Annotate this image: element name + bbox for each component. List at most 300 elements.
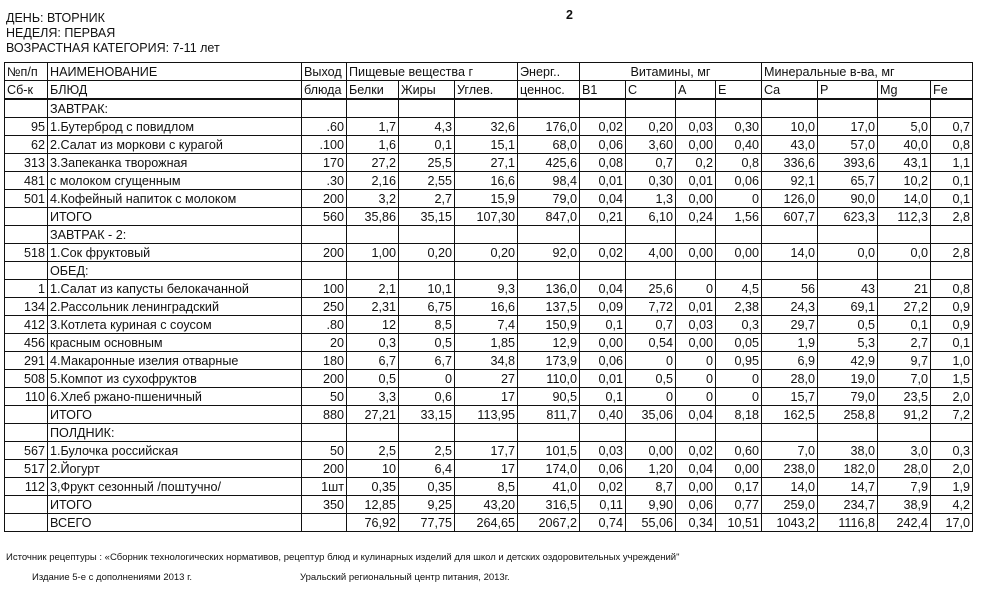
value-cell-ve: 0,05 [716,334,762,352]
value-cell-ca: 607,7 [762,208,818,226]
value-cell-e: 136,0 [518,280,580,298]
value-cell-p: 0,0 [818,244,878,262]
value-cell-fe: 2,8 [931,244,973,262]
value-cell-f: 33,15 [399,406,455,424]
value-cell-b: 6,7 [347,352,399,370]
value-cell-ca: 56 [762,280,818,298]
value-cell-ca: 15,7 [762,388,818,406]
empty-cell [518,226,580,244]
value-cell-b: 1,7 [347,118,399,136]
value-cell-b1: 0,1 [580,388,626,406]
value-cell-c: 43,20 [455,496,518,514]
value-cell-vc: 8,7 [626,478,676,496]
output-cell: 170 [302,154,347,172]
empty-cell [626,99,676,118]
value-cell-mg: 43,1 [878,154,931,172]
value-cell-ve: 0 [716,190,762,208]
recipe-no-cell [5,406,48,424]
dish-name-cell: 4.Макаронные изелия отварные [48,352,302,370]
value-cell-f: 8,5 [399,316,455,334]
value-cell-mg: 27,2 [878,298,931,316]
value-cell-vc: 0 [626,388,676,406]
section-title: ПОЛДНИК: [48,424,302,442]
value-cell-ca: 92,1 [762,172,818,190]
empty-cell [580,226,626,244]
total-row [5,496,973,514]
value-cell-c: 264,65 [455,514,518,532]
empty-cell [455,226,518,244]
dish-row [5,136,973,154]
empty-cell [455,424,518,442]
value-cell-fe: 7,2 [931,406,973,424]
value-cell-p: 65,7 [818,172,878,190]
dish-name-cell: 2.Йогурт [48,460,302,478]
value-cell-vc: 0,54 [626,334,676,352]
col-header-energy-value: ценнос. [518,81,580,100]
value-cell-p: 393,6 [818,154,878,172]
value-cell-b1: 0,40 [580,406,626,424]
value-cell-e: 425,6 [518,154,580,172]
empty-cell [931,99,973,118]
week-label: НЕДЕЛЯ: ПЕРВАЯ [6,26,116,40]
empty-cell [626,226,676,244]
value-cell-vc: 6,10 [626,208,676,226]
empty-cell [302,424,347,442]
value-cell-fe: 1,9 [931,478,973,496]
value-cell-ve: 0,00 [716,244,762,262]
value-cell-fe: 2,0 [931,388,973,406]
recipe-no-cell: 501 [5,190,48,208]
day-label: ДЕНЬ: ВТОРНИК [6,11,105,25]
empty-cell [676,424,716,442]
col-header-mg: Mg [878,81,931,100]
value-cell-p: 42,9 [818,352,878,370]
value-cell-b1: 0,06 [580,460,626,478]
recipe-no-cell: 134 [5,298,48,316]
value-cell-f: 9,25 [399,496,455,514]
output-cell: 50 [302,388,347,406]
value-cell-p: 14,7 [818,478,878,496]
value-cell-b1: 0,00 [580,334,626,352]
output-cell: 180 [302,352,347,370]
value-cell-fe: 0,8 [931,136,973,154]
value-cell-b1: 0,06 [580,352,626,370]
empty-cell [580,99,626,118]
value-cell-e: 174,0 [518,460,580,478]
dish-name-cell: 4.Кофейный напиток с молоком [48,190,302,208]
value-cell-c: 7,4 [455,316,518,334]
no-cell [5,226,48,244]
value-cell-mg: 28,0 [878,460,931,478]
empty-cell [762,99,818,118]
value-cell-ca: 10,0 [762,118,818,136]
value-cell-c: 27,1 [455,154,518,172]
empty-cell [399,99,455,118]
value-cell-mg: 7,0 [878,370,931,388]
value-cell-b1: 0,03 [580,442,626,460]
output-cell: .100 [302,136,347,154]
value-cell-ca: 7,0 [762,442,818,460]
recipe-no-cell: 517 [5,460,48,478]
value-cell-e: 92,0 [518,244,580,262]
dish-name-cell: 1.Салат из капусты белокачанной [48,280,302,298]
dish-name-cell: 2.Рассольник ленинградский [48,298,302,316]
dish-name-cell: ВСЕГО [48,514,302,532]
value-cell-mg: 0,0 [878,244,931,262]
value-cell-e: 79,0 [518,190,580,208]
value-cell-fe: 1,5 [931,370,973,388]
value-cell-ca: 24,3 [762,298,818,316]
output-cell: .60 [302,118,347,136]
value-cell-mg: 0,1 [878,316,931,334]
empty-cell [580,424,626,442]
col-header-carbs: Углев. [455,81,518,100]
value-cell-b: 27,2 [347,154,399,172]
value-cell-fe: 1,0 [931,352,973,370]
value-cell-vc: 4,00 [626,244,676,262]
value-cell-e: 2067,2 [518,514,580,532]
value-cell-b1: 0,1 [580,316,626,334]
output-cell: 200 [302,370,347,388]
value-cell-fe: 2,0 [931,460,973,478]
empty-cell [762,424,818,442]
col-header-name: НАИМЕНОВАНИЕ [48,63,302,81]
value-cell-mg: 242,4 [878,514,931,532]
value-cell-ve: 0,06 [716,172,762,190]
value-cell-va: 0,34 [676,514,716,532]
value-cell-ve: 0,3 [716,316,762,334]
value-cell-c: 15,1 [455,136,518,154]
value-cell-b1: 0,01 [580,370,626,388]
value-cell-f: 10,1 [399,280,455,298]
value-cell-c: 9,3 [455,280,518,298]
value-cell-mg: 14,0 [878,190,931,208]
value-cell-va: 0,00 [676,334,716,352]
value-cell-b: 27,21 [347,406,399,424]
dish-row [5,244,973,262]
dish-name-cell: 6.Хлеб ржано-пшеничный [48,388,302,406]
value-cell-p: 38,0 [818,442,878,460]
col-header-protein: Белки [347,81,399,100]
empty-cell [931,226,973,244]
value-cell-mg: 3,0 [878,442,931,460]
dish-row [5,172,973,190]
value-cell-b: 35,86 [347,208,399,226]
value-cell-f: 4,3 [399,118,455,136]
value-cell-vc: 0,7 [626,316,676,334]
value-cell-p: 623,3 [818,208,878,226]
value-cell-c: 107,30 [455,208,518,226]
empty-cell [399,262,455,280]
value-cell-ve: 0,17 [716,478,762,496]
empty-cell [302,99,347,118]
value-cell-va: 0,00 [676,244,716,262]
recipe-no-cell: 313 [5,154,48,172]
total-row [5,406,973,424]
header-row-2 [5,81,973,100]
value-cell-f: 0,6 [399,388,455,406]
empty-cell [347,424,399,442]
col-header-fat: Жиры [399,81,455,100]
value-cell-f: 2,55 [399,172,455,190]
recipe-no-cell: 518 [5,244,48,262]
dish-name-cell: ИТОГО [48,406,302,424]
value-cell-mg: 91,2 [878,406,931,424]
value-cell-b: 76,92 [347,514,399,532]
value-cell-mg: 38,9 [878,496,931,514]
value-cell-vc: 0,00 [626,442,676,460]
col-header-vit-e: E [716,81,762,100]
empty-cell [716,226,762,244]
publisher-note: Уральский региональный центр питания, 2013г. [300,572,510,583]
value-cell-ca: 14,0 [762,244,818,262]
empty-cell [878,99,931,118]
empty-cell [518,99,580,118]
value-cell-ve: 0,77 [716,496,762,514]
value-cell-va: 0,02 [676,442,716,460]
value-cell-p: 0,5 [818,316,878,334]
value-cell-mg: 40,0 [878,136,931,154]
empty-cell [762,262,818,280]
empty-cell [878,424,931,442]
output-cell: 200 [302,190,347,208]
empty-cell [518,424,580,442]
value-cell-b: 12 [347,316,399,334]
recipe-no-cell: 62 [5,136,48,154]
empty-cell [302,262,347,280]
empty-cell [302,226,347,244]
empty-cell [716,262,762,280]
section-row [5,226,973,244]
value-cell-e: 98,4 [518,172,580,190]
empty-cell [626,262,676,280]
value-cell-p: 69,1 [818,298,878,316]
value-cell-mg: 2,7 [878,334,931,352]
value-cell-c: 15,9 [455,190,518,208]
dish-name-cell: 5.Компот из сухофруктов [48,370,302,388]
output-cell [302,514,347,532]
value-cell-p: 17,0 [818,118,878,136]
value-cell-b: 2,1 [347,280,399,298]
recipe-no-cell: 481 [5,172,48,190]
value-cell-f: 0,35 [399,478,455,496]
value-cell-f: 6,7 [399,352,455,370]
value-cell-ca: 28,0 [762,370,818,388]
value-cell-mg: 9,7 [878,352,931,370]
output-cell: 350 [302,496,347,514]
header-row-1 [5,63,973,81]
dish-row [5,442,973,460]
empty-cell [455,99,518,118]
dish-row [5,352,973,370]
value-cell-ve: 4,5 [716,280,762,298]
section-row [5,424,973,442]
value-cell-ve: 0,30 [716,118,762,136]
empty-cell [626,424,676,442]
dish-name-cell: 3.Запеканка творожная [48,154,302,172]
dish-name-cell: 3,Фрукт сезонный /поштучно/ [48,478,302,496]
value-cell-ca: 1043,2 [762,514,818,532]
recipe-no-cell: 110 [5,388,48,406]
col-header-no: №п/п [5,63,48,81]
no-cell [5,424,48,442]
value-cell-p: 90,0 [818,190,878,208]
value-cell-ve: 0,00 [716,460,762,478]
recipe-no-cell [5,208,48,226]
value-cell-c: 0,20 [455,244,518,262]
col-header-vit-a: A [676,81,716,100]
value-cell-c: 1,85 [455,334,518,352]
dish-row [5,316,973,334]
value-cell-ve: 8,18 [716,406,762,424]
output-cell: 1шт [302,478,347,496]
value-cell-va: 0,03 [676,316,716,334]
recipe-no-cell: 412 [5,316,48,334]
value-cell-vc: 3,60 [626,136,676,154]
value-cell-c: 34,8 [455,352,518,370]
value-cell-va: 0,03 [676,118,716,136]
value-cell-b: 2,16 [347,172,399,190]
section-row [5,99,973,118]
output-cell: .30 [302,172,347,190]
value-cell-b1: 0,09 [580,298,626,316]
value-cell-b1: 0,11 [580,496,626,514]
value-cell-b1: 0,21 [580,208,626,226]
dish-row [5,298,973,316]
value-cell-e: 101,5 [518,442,580,460]
value-cell-b: 2,31 [347,298,399,316]
value-cell-b: 12,85 [347,496,399,514]
menu-table-body [5,63,973,532]
output-cell: .80 [302,316,347,334]
output-cell: 200 [302,460,347,478]
value-cell-e: 110,0 [518,370,580,388]
section-row [5,262,973,280]
value-cell-e: 137,5 [518,298,580,316]
value-cell-ve: 10,51 [716,514,762,532]
value-cell-p: 1116,8 [818,514,878,532]
col-header-vit-b1: B1 [580,81,626,100]
value-cell-c: 113,95 [455,406,518,424]
value-cell-ca: 29,7 [762,316,818,334]
output-cell: 200 [302,244,347,262]
empty-cell [818,226,878,244]
value-cell-fe: 0,9 [931,316,973,334]
value-cell-ve: 0,60 [716,442,762,460]
source-note: Источник рецептуры : «Сборник технологических нормативов, рецептур блюд и кулинарных изделий для школ и детских оздоровительных учреждений" [6,552,680,563]
value-cell-b1: 0,08 [580,154,626,172]
value-cell-c: 27 [455,370,518,388]
value-cell-fe: 17,0 [931,514,973,532]
value-cell-fe: 4,2 [931,496,973,514]
age-category-label: ВОЗРАСТНАЯ КАТЕГОРИЯ: 7-11 лет [6,41,220,55]
value-cell-e: 316,5 [518,496,580,514]
empty-cell [762,226,818,244]
value-cell-b: 3,2 [347,190,399,208]
empty-cell [399,226,455,244]
value-cell-b1: 0,04 [580,280,626,298]
output-cell: 880 [302,406,347,424]
empty-cell [347,99,399,118]
empty-cell [676,99,716,118]
col-header-ca: Ca [762,81,818,100]
value-cell-vc: 0,20 [626,118,676,136]
output-cell: 250 [302,298,347,316]
value-cell-va: 0 [676,370,716,388]
value-cell-b1: 0,02 [580,478,626,496]
value-cell-p: 5,3 [818,334,878,352]
value-cell-vc: 9,90 [626,496,676,514]
value-cell-ca: 6,9 [762,352,818,370]
dish-row [5,388,973,406]
dish-name-cell: ИТОГО [48,208,302,226]
page-number: 2 [566,8,573,22]
value-cell-f: 0 [399,370,455,388]
value-cell-va: 0,04 [676,406,716,424]
col-header-vit-c: C [626,81,676,100]
value-cell-ca: 259,0 [762,496,818,514]
value-cell-c: 17,7 [455,442,518,460]
value-cell-p: 79,0 [818,388,878,406]
value-cell-fe: 0,1 [931,172,973,190]
output-cell: 20 [302,334,347,352]
value-cell-c: 17 [455,460,518,478]
no-cell [5,99,48,118]
value-cell-va: 0,04 [676,460,716,478]
value-cell-f: 35,15 [399,208,455,226]
dish-name-cell: 1.Булочка российская [48,442,302,460]
value-cell-e: 176,0 [518,118,580,136]
value-cell-c: 8,5 [455,478,518,496]
value-cell-va: 0 [676,388,716,406]
col-header-p: P [818,81,878,100]
value-cell-vc: 0 [626,352,676,370]
value-cell-ve: 1,56 [716,208,762,226]
value-cell-p: 234,7 [818,496,878,514]
dish-row [5,118,973,136]
value-cell-va: 0,00 [676,136,716,154]
value-cell-va: 0,24 [676,208,716,226]
output-cell: 560 [302,208,347,226]
value-cell-b1: 0,01 [580,172,626,190]
value-cell-vc: 0,7 [626,154,676,172]
value-cell-ca: 238,0 [762,460,818,478]
dish-name-cell: 1.Бутерброд с повидлом [48,118,302,136]
empty-cell [716,424,762,442]
value-cell-va: 0,06 [676,496,716,514]
empty-cell [399,424,455,442]
value-cell-vc: 7,72 [626,298,676,316]
value-cell-va: 0 [676,352,716,370]
grand-total-row [5,514,973,532]
value-cell-f: 0,5 [399,334,455,352]
recipe-no-cell: 1 [5,280,48,298]
dish-row [5,190,973,208]
value-cell-mg: 7,9 [878,478,931,496]
dish-name-cell: 2.Салат из моркови с курагой [48,136,302,154]
value-cell-fe: 1,1 [931,154,973,172]
empty-cell [818,99,878,118]
value-cell-f: 2,7 [399,190,455,208]
value-cell-b: 0,5 [347,370,399,388]
value-cell-vc: 35,06 [626,406,676,424]
col-header-energy: Энерг.. [518,63,580,81]
value-cell-mg: 21 [878,280,931,298]
value-cell-va: 0,00 [676,478,716,496]
empty-cell [580,262,626,280]
empty-cell [878,262,931,280]
value-cell-vc: 55,06 [626,514,676,532]
